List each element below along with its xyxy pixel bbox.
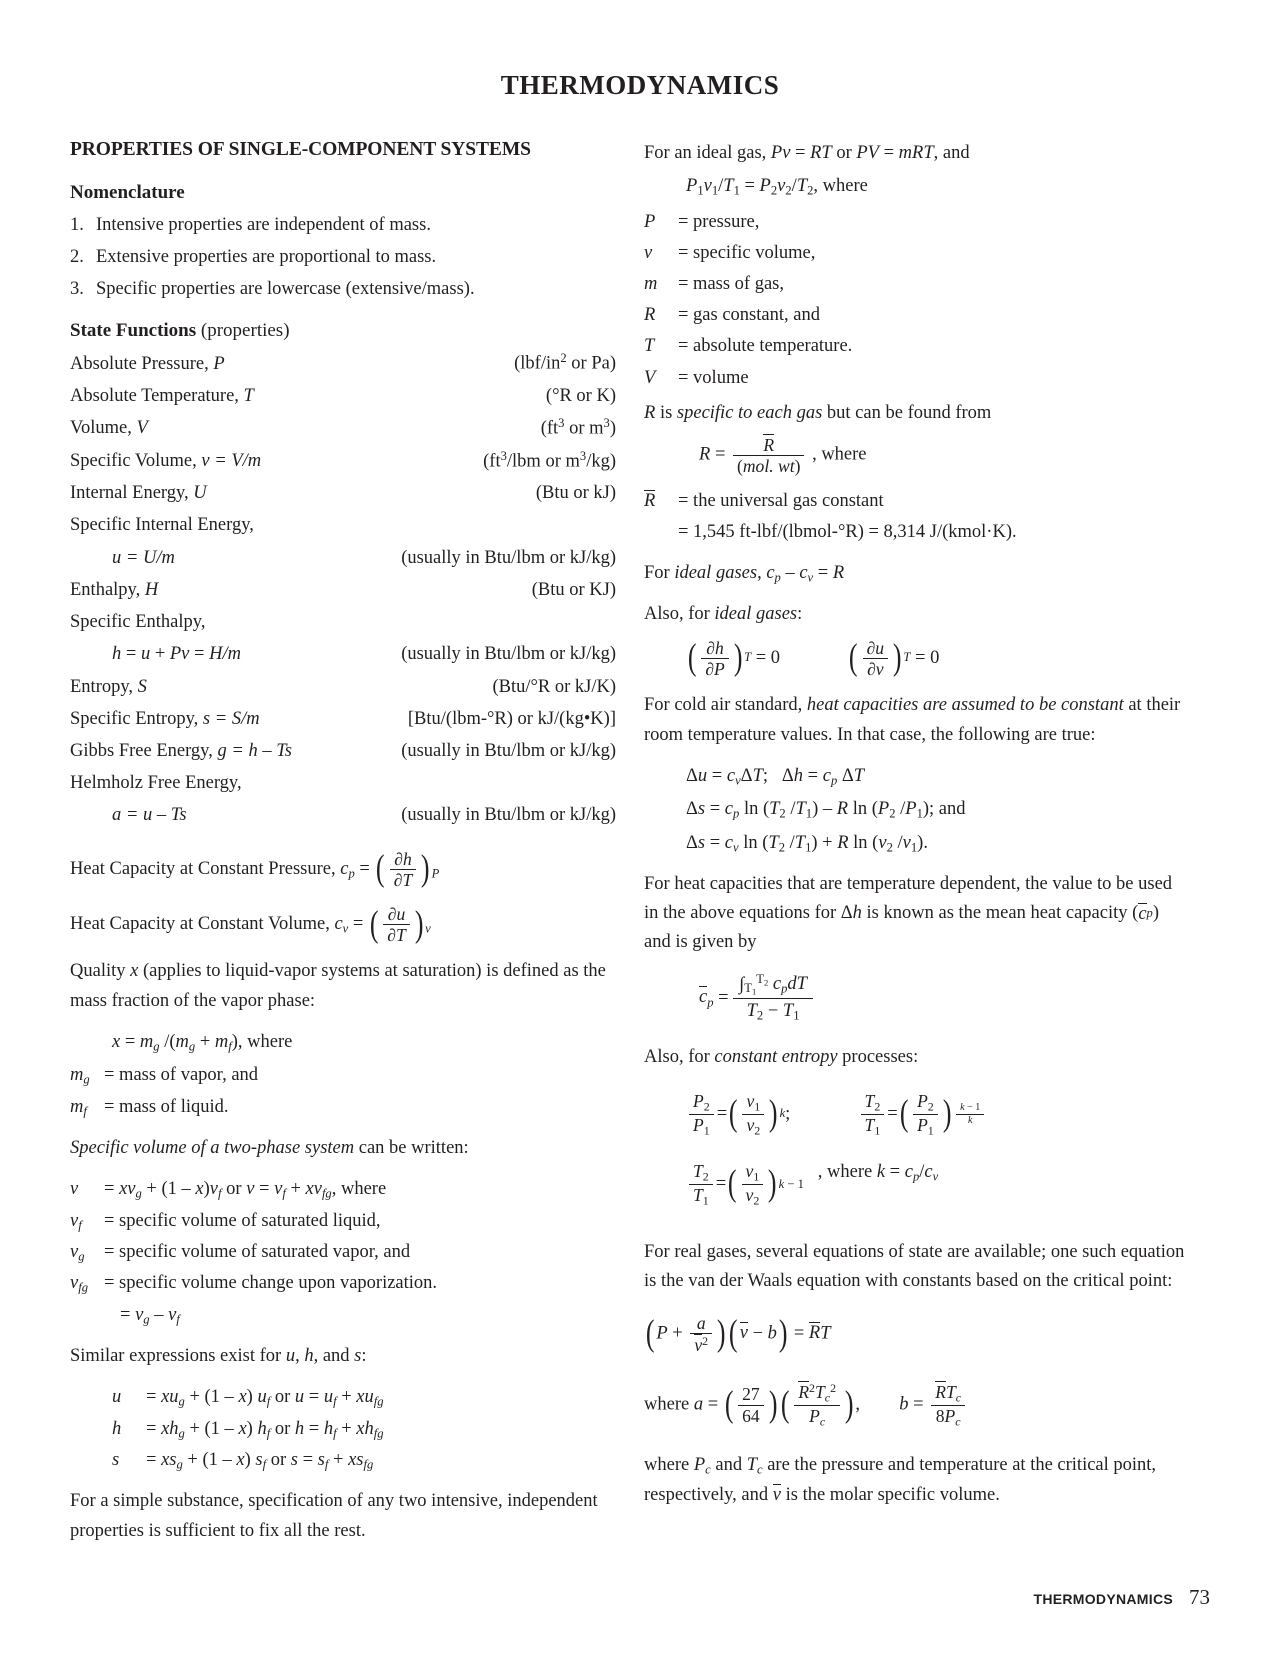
definition: = specific volume,	[678, 242, 816, 263]
row-unit: (°R or K)	[545, 385, 616, 406]
v1-over-v2: $\frac{v_1}{v_2}$	[742, 1091, 764, 1138]
row-unit: [Btu/(lbm-°R) or kJ/(kg•K)]	[407, 708, 616, 729]
right-paren: )	[733, 637, 743, 679]
table-row	[70, 640, 616, 669]
partial-u-v-equation: ( $\frac{\partial u}{\partial v}$ ) T = 0	[849, 637, 940, 679]
ideal-gas-equation: $P_1v_1/T_1 = P_2v_2/T_2$, where	[686, 176, 868, 198]
temp-dependent-paragraph: For heat capacities that are temperature dependent, the value to be used in the above equations for Δh is known as the mean heat capacity ( c p ) and is given by	[644, 873, 1173, 953]
symbol	[644, 518, 678, 547]
P2-over-P1: $\frac{P_2}{P_1}$	[689, 1091, 714, 1138]
list-number: 3.	[70, 279, 84, 300]
symbol-row	[644, 239, 1190, 268]
row-label: h = u + Pv = H/m	[112, 644, 241, 665]
similar-heading: Similar expressions exist for u, h, and s:	[70, 1346, 367, 1367]
pressure-ratio-equation: $\frac{P_2}{P_1}$ = ( $\frac{v_1}{v_2}$ ) k ;	[686, 1091, 790, 1138]
cp-definition: Heat Capacity at Constant Pressure, $c_p$ = ( $\frac{\partial h}{\partial T}$ ) $_P$	[70, 848, 440, 890]
temperature-volume-equation: $\frac{T_2}{T_1}$ = ( $\frac{v_1}{v_2}$ ) k − 1	[686, 1161, 804, 1208]
row-label: Internal Energy, U	[70, 483, 207, 504]
row-label: Gibbs Free Energy, g = h – Ts	[70, 740, 292, 761]
list-number: 1.	[70, 214, 84, 235]
list-item	[70, 275, 616, 304]
symbol-row	[644, 270, 1190, 299]
definition: = specific volume of saturated liquid,	[104, 1210, 381, 1231]
symbol: $m_g$	[70, 1065, 90, 1087]
du-dv: $\frac{\partial u}{\partial v}$	[863, 638, 888, 679]
state-functions-note: (properties)	[200, 320, 290, 342]
row-unit: (usually in Btu/lbm or kJ/kg)	[401, 644, 616, 665]
Rbar-squared-Tc-squared-over-Pc: $\frac{R^2T_c^2}{P_c}$	[794, 1381, 840, 1429]
cold-air-eq-3: $\Delta s = c_v$ $\ln (T_2$ $/T_1) + R$ $\ln (v_2$ $/v_1$).	[686, 832, 928, 855]
definition: = $xu_g + (1 - x)$ $u_f$ or $u = u_f + xu_{fg}$	[146, 1387, 384, 1409]
row-unit: (usually in Btu/lbm or kJ/kg)	[401, 805, 616, 826]
partial-h-P-equation: ( $\frac{\partial h}{\partial P}$ ) T = 0	[687, 637, 781, 679]
symbol: $v_{fg}$	[70, 1273, 89, 1295]
definition: = mass of liquid.	[104, 1096, 229, 1117]
van-der-waals-equation: (P + $\frac{a}{v^2}$ )(v − b) = RT	[645, 1312, 831, 1355]
symbol: V	[644, 367, 656, 388]
left-paren: (	[728, 1093, 738, 1135]
table-row	[70, 769, 616, 798]
page-title: THERMODYNAMICS	[500, 70, 780, 100]
r-specific-note: R is specific to each gas but can be found from	[644, 402, 992, 423]
rbar-def-row	[644, 518, 1190, 547]
definition: = $xv_g + (1 - x)v_f$ or $v = v_f + xv_{fg}$, where	[104, 1179, 387, 1201]
right-paren: )	[421, 848, 430, 890]
definition: = specific volume change upon vaporization.	[104, 1273, 438, 1294]
definition: = 1,545 ft-lbf/(lbmol-°R) = 8,314 J/(kmol·K).	[678, 521, 1017, 542]
row-unit: ($ft^3$ or $m^3$)	[540, 416, 616, 439]
similar-row	[70, 1446, 616, 1475]
partial-derivative-equations	[644, 638, 1190, 680]
footer-section-name: THERMODYNAMICS	[1033, 1591, 1173, 1607]
left-paren: (	[728, 1163, 737, 1205]
two-phase-row	[70, 1175, 616, 1204]
partial-u-partial-T: $\frac{\partial u}{\partial T}$	[383, 904, 409, 945]
row-label: u = U/m	[112, 547, 175, 568]
symbol: P	[644, 211, 656, 232]
left-paren: (	[849, 637, 858, 679]
v1-over-v2: $\frac{v_1}{v_2}$	[742, 1161, 764, 1208]
table-row	[70, 705, 616, 734]
symbol: m	[644, 274, 658, 295]
table-row	[70, 737, 616, 766]
nomenclature-heading: Nomenclature	[70, 181, 185, 203]
list-text: Intensive properties are independent of mass.	[96, 214, 431, 235]
dh-dP: $\frac{\partial h}{\partial P}$	[701, 638, 728, 679]
page-number: 73	[1189, 1585, 1210, 1609]
right-paren: )	[942, 1093, 952, 1135]
right-column	[644, 135, 1190, 1522]
symbol: $m_f$	[70, 1096, 87, 1119]
state-functions-table	[70, 349, 616, 830]
definition: = $xs_g + (1 - x)$ $s_f$ or $s = s_f + xs_{fg}$	[146, 1450, 374, 1472]
row-label: Enthalpy, H	[70, 579, 159, 600]
table-row	[70, 801, 616, 830]
row-label: Specific Internal Energy,	[70, 515, 254, 536]
table-row	[70, 479, 616, 508]
right-paren: )	[778, 1312, 788, 1354]
row-label: Specific Volume, v = V/m	[70, 450, 262, 471]
isentropic-equations-row-2	[644, 1158, 1190, 1208]
T2-over-T1: $\frac{T_2}{T_1}$	[861, 1091, 885, 1138]
right-paren: )	[716, 1312, 726, 1354]
row-label: Entropy, S	[70, 676, 147, 697]
ideal-cp-cv: For ideal gases, $c_p - c_v = R$	[644, 562, 845, 585]
table-row	[70, 447, 616, 477]
definition: = $xh_g + (1 - x)$ $h_f$ or $h = h_f + xh_{fg}$	[146, 1418, 384, 1441]
definition: = gas constant, and	[678, 305, 820, 326]
symbol	[70, 1301, 104, 1330]
27-over-64: $\frac{27}{64}$	[738, 1384, 764, 1425]
symbol-row	[644, 364, 1190, 393]
r-fraction: $\frac{R}{\text{(mol. wt)}}$	[733, 434, 804, 476]
cold-air-eq-1: $\Delta u = c_v\Delta T$; $\Delta h = c_p$ ΔT	[686, 765, 865, 788]
r-equation: R = $\frac{R}{\text{(mol. wt)}}$ , where	[699, 435, 867, 477]
vdw-constants: where a = ( $\frac{27}{64}$ )( $\frac{R^2T_c^2}{P_c}$ ), b = $\frac{RT_c}{8P_c}$	[644, 1381, 1190, 1429]
row-label: a = u – Ts	[112, 805, 187, 826]
cold-air-standard-paragraph: For cold air standard, heat capacities are assumed to be constant at their room temperature values. In that case, the following are true:	[644, 695, 1181, 745]
list-number: 2.	[70, 247, 84, 268]
row-unit: ($lbf/in^2$ or Pa)	[514, 351, 616, 374]
page-footer	[1033, 1585, 1210, 1610]
definition: = mass of vapor, and	[104, 1065, 259, 1086]
two-column-layout	[70, 135, 1210, 1558]
symbol: R	[644, 490, 656, 511]
table-row	[70, 511, 616, 540]
right-paren: )	[414, 903, 424, 945]
k-definition: , where $k = c_p/c_v$	[808, 1162, 939, 1184]
two-phase-row	[70, 1238, 616, 1267]
two-phase-row	[70, 1301, 616, 1330]
left-paren: (	[729, 1312, 738, 1354]
symbol: R	[644, 305, 656, 326]
definition: = mass of gas,	[678, 274, 785, 295]
row-unit: (Btu or KJ)	[531, 579, 616, 600]
isentropic-equations-row-1	[644, 1088, 1190, 1138]
table-row	[70, 673, 616, 702]
row-label: Absolute Temperature, T	[70, 385, 254, 406]
symbol: v	[70, 1179, 79, 1200]
definition: = volume	[678, 367, 749, 388]
two-phase-heading: Specific volume of a two-phase system can be written:	[70, 1137, 469, 1158]
symbol: u	[112, 1387, 122, 1408]
real-gases-paragraph: For real gases, several equations of state are available; one such equation is the van der Waals equation with constants based on the critical point:	[644, 1242, 1185, 1292]
right-paren: )	[844, 1383, 854, 1425]
symbol: $v_f$	[70, 1210, 82, 1233]
rbar-def-row	[644, 487, 1190, 516]
list-item	[70, 211, 616, 240]
section-heading: PROPERTIES OF SINGLE-COMPONENT SYSTEMS	[70, 139, 531, 160]
left-column	[70, 135, 616, 1558]
two-phase-row	[70, 1207, 616, 1236]
similar-row	[70, 1383, 616, 1412]
partial-h-partial-T: $\frac{\partial h}{\partial T}$	[390, 849, 416, 890]
symbol: s	[112, 1450, 120, 1471]
temperature-ratio-equation: $\frac{T_2}{T_1}$ = ( $\frac{P_2}{P_1}$ ) $\frac{k - 1}{k}$	[858, 1091, 988, 1138]
row-unit: ($ft^3$/lbm or $m^3/kg$)	[483, 448, 616, 471]
a-over-v-squared: $\frac{a}{v^2}$	[690, 1313, 712, 1355]
row-unit: (Btu or kJ)	[535, 483, 616, 504]
left-paren: (	[376, 848, 385, 890]
right-paren: )	[768, 1163, 777, 1205]
nomenclature-list	[70, 211, 616, 305]
right-paren: )	[769, 1093, 778, 1135]
left-paren: (	[780, 1383, 790, 1425]
quality-paragraph: Quality x (applies to liquid-vapor systems at saturation) is defined as the mass fraction of the vapor phase:	[70, 961, 606, 1011]
cold-air-eq-2: $\Delta s = c_p$ $\ln (T_2$ $/T_1$) – R $\ln (P_2$ $/P_1$); and	[686, 799, 966, 821]
symbol: h	[112, 1418, 122, 1439]
similar-row	[70, 1415, 616, 1444]
symbol-row	[644, 301, 1190, 330]
left-paren: (	[724, 1383, 734, 1425]
row-label: Specific Enthalpy,	[70, 612, 206, 633]
right-paren: )	[892, 637, 902, 679]
row-label: Absolute Pressure, P	[70, 353, 225, 374]
left-paren: (	[687, 637, 697, 679]
critical-point-note: where $P_c$ and $T_c$ are the pressure and temperature at the critical point, respectively, and v is the molar specific volume.	[644, 1455, 1157, 1505]
also-ideal-gases: Also, for ideal gases:	[644, 604, 803, 625]
table-row	[70, 414, 616, 444]
symbol: v	[644, 242, 653, 263]
ideal-gas-intro: For an ideal gas, Pv = RT or PV = mRT, and	[644, 143, 970, 163]
state-functions-title: State Functions	[70, 320, 197, 342]
table-row	[70, 576, 616, 605]
table-row	[70, 349, 616, 379]
definition: = specific volume of saturated vapor, and	[104, 1241, 411, 1262]
list-text: Extensive properties are proportional to mass.	[96, 247, 437, 268]
P2-over-P1: $\frac{P_2}{P_1}$	[913, 1091, 938, 1138]
definition: = $v_g - v_f$	[120, 1304, 180, 1327]
two-phase-row	[70, 1269, 616, 1298]
row-unit: (Btu/°R or kJ/K)	[492, 676, 616, 697]
left-paren: (	[645, 1312, 655, 1354]
definition: = the universal gas constant	[678, 490, 884, 511]
definition: = pressure,	[678, 211, 760, 232]
symbol: T	[644, 336, 655, 357]
table-row	[70, 382, 616, 411]
left-paren: (	[899, 1093, 909, 1135]
row-unit: (usually in Btu/lbm or kJ/kg)	[401, 547, 616, 568]
simple-substance-paragraph: For a simple substance, specification of any two intensive, independent properties is sufficient to fix all the rest.	[70, 1491, 598, 1541]
symbol-definitions	[644, 208, 1190, 393]
mass-def-row	[70, 1093, 616, 1122]
T2-over-T1: $\frac{T_2}{T_1}$	[689, 1161, 713, 1208]
mean-cp-equation: $c_p$ = $\frac{\int_{T_1}^{T_2} c_pdT}{T_2 - T_1}$	[644, 972, 1190, 1025]
row-label: Volume, V	[70, 418, 148, 439]
mean-cp-fraction: $\frac{\int_{T_1}^{T_2} c_pdT}{T_2 - T_1}$	[733, 972, 813, 1025]
list-text: Specific properties are lowercase (extensive/mass).	[96, 279, 475, 300]
row-unit: (usually in Btu/lbm or kJ/kg)	[401, 740, 616, 761]
definition: = absolute temperature.	[678, 336, 853, 357]
row-label: Helmholz Free Energy,	[70, 773, 242, 794]
quality-equation: $x = m_g$ $/(m_g + m_f)$, where	[112, 1031, 293, 1054]
table-row	[70, 608, 616, 637]
left-paren: (	[369, 903, 379, 945]
state-functions-heading	[70, 316, 616, 346]
symbol: $v_g$	[70, 1241, 85, 1264]
right-paren: )	[768, 1383, 778, 1425]
symbol-row	[644, 208, 1190, 237]
table-row	[70, 544, 616, 573]
symbol-row	[644, 332, 1190, 361]
row-label: Specific Entropy, s = S/m	[70, 708, 260, 729]
mass-def-row	[70, 1061, 616, 1090]
constant-entropy-heading: Also, for constant entropy processes:	[644, 1046, 919, 1067]
list-item	[70, 243, 616, 272]
Rbar-Tc-over-8Pc: $\frac{RT_c}{8P_c}$	[931, 1381, 965, 1429]
exponent-fraction: $\frac{k - 1}{k}$	[956, 1102, 984, 1126]
cv-definition: Heat Capacity at Constant Volume, $c_v$ = ( $\frac{\partial u}{\partial T}$ ) $_v$	[70, 903, 431, 946]
